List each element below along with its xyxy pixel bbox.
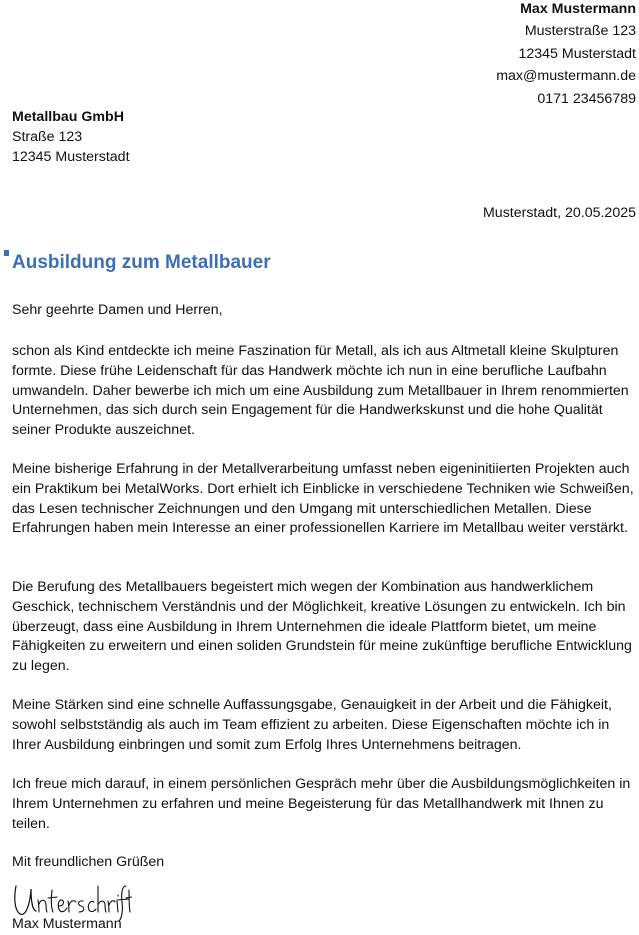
closing-phrase: Mit freundlichen Grüßen (12, 854, 165, 870)
sender-name: Max Mustermann (520, 1, 636, 17)
letter-date: Musterstadt, 20.05.2025 (482, 205, 636, 221)
body-paragraph-4: Meine Stärken sind eine schnelle Auffassungsgabe, Genauigkeit in der Arbeit und die Fähigkeit, sowohl selbstständig als auch im Team effizient zu arbeiten. Diese Eigenschaften möchte ich in Ihrer Ausbildung einbringen und somit zum Erfolg Ihres Unternehmens beitragen. (12, 697, 612, 753)
subject-marker (4, 250, 9, 256)
signed-name: Max Mustermann (12, 916, 122, 932)
body-paragraph-5: Ich freue mich darauf, in einem persönlichen Gespräch mehr über die Ausbildungsmöglichkeiten in Ihrem Unternehmen zu erfahren und meine Begeisterung für das Metallhandwerk mit Ihnen zu teilen. (12, 776, 631, 832)
body-paragraph-3: Die Berufung des Metallbauers begeistert mich wegen der Kombination aus handwerklichem Geschick, technischem Verständnis und der Möglichkeit, kreative Lösungen zu entwickeln. Ich bin überzeugt, dass eine Ausbildung in Ihrem Unternehmen die ideale Plattform bietet, um meine Fähigkeiten zu erweitern und einen soliden Grundstein für meine zukünftige berufliche Entwicklung zu legen. (12, 579, 632, 675)
sender-address-block (496, 0, 636, 110)
sender-email: max@mustermann.de (496, 68, 636, 85)
sender-city: 12345 Musterstadt (518, 45, 636, 62)
letter-subject: Ausbildung zum Metallbauer (12, 252, 271, 273)
recipient-street: Straße 123 (12, 129, 83, 145)
recipient-company: Metallbau GmbH (12, 109, 124, 125)
recipient-address-block (12, 107, 130, 167)
body-paragraph-2: Meine bisherige Erfahrung in der Metallverarbeitung umfasst neben eigeninitiierten Projekten auch ein Praktikum bei MetalWorks. Dort erhielt ich Einblicke in verschiedene Techniken wie Schweißen, das Lesen technischer Zeichnungen und den Umgang mit unterschiedlichen Metallen. Diese Erfahrungen haben mein Interesse an einer professionellen Karriere im Metallbau weiter verstärkt. (12, 461, 634, 537)
sender-phone: 0171 23456789 (537, 90, 636, 107)
recipient-city: 12345 Musterstadt (12, 149, 130, 165)
sender-street: Musterstraße 123 (524, 23, 636, 40)
salutation: Sehr geehrte Damen und Herren, (12, 302, 223, 318)
body-paragraph-1: schon als Kind entdeckte ich meine Faszination für Metall, als ich aus Altmetall kleine Skulpturen formte. Diese frühe Leidenschaft für das Handwerk möchte ich nun in eine berufliche Laufbahn umwandeln. Daher bewerbe ich mich um eine Ausbildung zum Metallbauer in Ihrem renommierten Unternehmen, das sich durch sein Engagement für die Handwerkskunst und die hohe Qualität seiner Produkte auszeichnet. (12, 343, 629, 439)
